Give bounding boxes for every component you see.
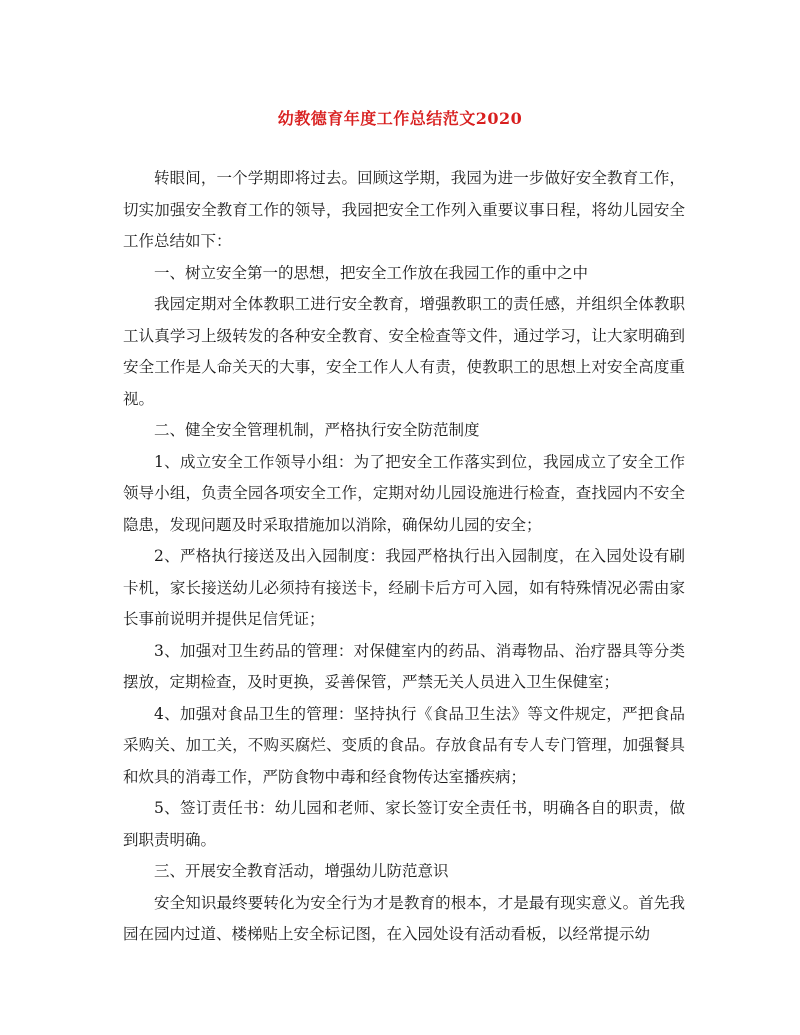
heading-section-1: 一、树立安全第一的思想，把安全工作放在我园工作的重中之中 [154,263,589,282]
document-title: 幼教德育年度工作总结范文2020 [277,109,523,128]
paragraph-item-4: 4、加强对食品卫生的管理：坚持执行《食品卫生法》等文件规定，严把食品采购关、加工关，不购买腐烂、变质的食品。存放食品有专人专门管理，加强餐具和炊具的消毒工作，严防食物中毒和经食物传达室播疾病； [123,704,685,786]
paragraph-item-5: 5、签订责任书：幼儿园和老师、家长签订安全责任书，明确各自的职责，做到职责明确。 [123,799,685,849]
paragraph-item-2: 2、严格执行接送及出入园制度：我园严格执行出入园制度，在入园处设有刷卡机，家长接送幼儿必须持有接送卡，经刷卡后方可入园，如有特殊情况必需由家长事前说明并提供足信凭证； [123,547,685,628]
paragraph-item-3: 3、加强对卫生药品的管理：对保健室内的药品、消毒物品、治疗器具等分类摆放，定期检查，及时更换，妥善保管，严禁无关人员进入卫生保健室； [123,641,685,691]
paragraph-intro: 转眼间，一个学期即将过去。回顾这学期，我园为进一步做好安全教育工作，切实加强安全教育工作的领导，我园把安全工作列入重要议事日程，将幼儿园安全工作总结如下： [123,169,685,250]
paragraph-section-3: 安全知识最终要转化为安全行为才是教育的根本，才是最有现实意义。首先我园在园内过道、楼梯贴上安全标记图，在入园处设有活动看板，以经常提示幼 [123,893,685,943]
heading-section-2: 二、健全安全管理机制，严格执行安全防范制度 [154,421,480,439]
document-body [123,163,685,951]
paragraph-section-1: 我园定期对全体教职工进行安全教育，增强教职工的责任感，并组织全体教职工认真学习上级转发的各种安全教育、安全检查等文件，通过学习，让大家明确到安全工作是人命关天的大事，安全工作人人有责，使教职工的思想上对安全高度重视。 [123,295,685,408]
paragraph-item-1: 1、成立安全工作领导小组：为了把安全工作落实到位，我园成立了安全工作领导小组，负责全园各项安全工作，定期对幼儿园设施进行检查，查找园内不安全隐患，发现问题及时采取措施加以消除，确保幼儿园的安全； [123,452,685,534]
heading-section-3: 三、开展安全教育活动，增强幼儿防范意识 [154,862,449,880]
